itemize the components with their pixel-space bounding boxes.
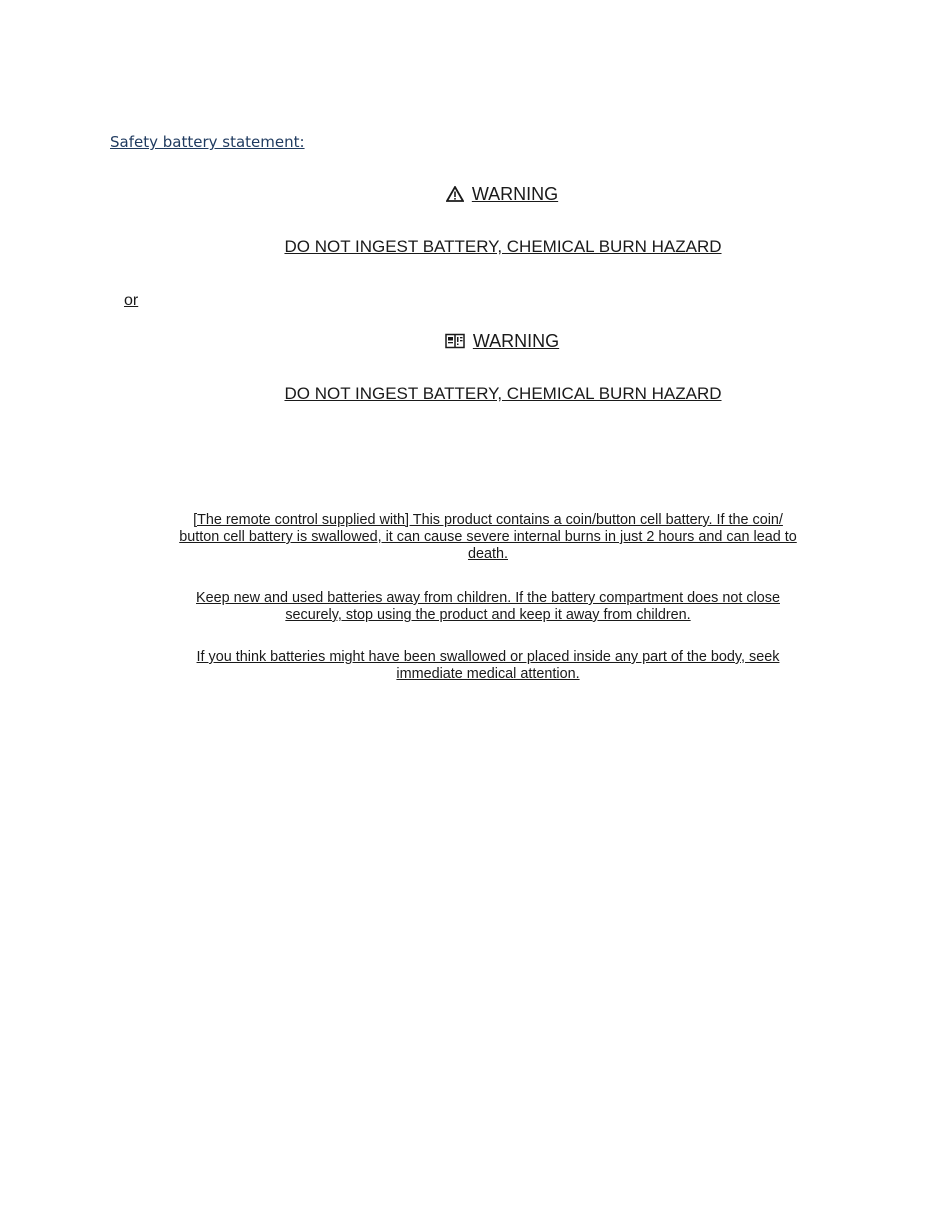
battery-paragraph-1: [The remote control supplied with] This product contains a coin/button cell battery. If the coin/ button cell battery is swallowed, it can cause severe internal burns in just 2 hours and can lead to death.	[179, 512, 797, 562]
battery-paragraph-3: If you think batteries might have been swallowed or placed inside any part of the body, seek immediate medical attention.	[196, 649, 780, 682]
separator-or: or	[124, 292, 139, 309]
warning-label-text: WARNING	[472, 331, 560, 351]
hazard-statement-1: DO NOT INGEST BATTERY, CHEMICAL BURN HAZARD	[284, 237, 722, 256]
manual-book-icon	[445, 333, 465, 349]
section-heading: Safety battery statement:	[110, 133, 305, 151]
warning-label-2	[0, 331, 937, 352]
hazard-statement-2: DO NOT INGEST BATTERY, CHEMICAL BURN HAZARD	[284, 384, 722, 403]
warning-label-text: WARNING	[471, 184, 559, 204]
warning-label-1	[0, 184, 937, 205]
battery-paragraph-2: Keep new and used batteries away from children. If the battery compartment does not close securely, stop using the product and keep it away from children.	[196, 590, 780, 623]
warning-triangle-icon	[446, 186, 464, 202]
